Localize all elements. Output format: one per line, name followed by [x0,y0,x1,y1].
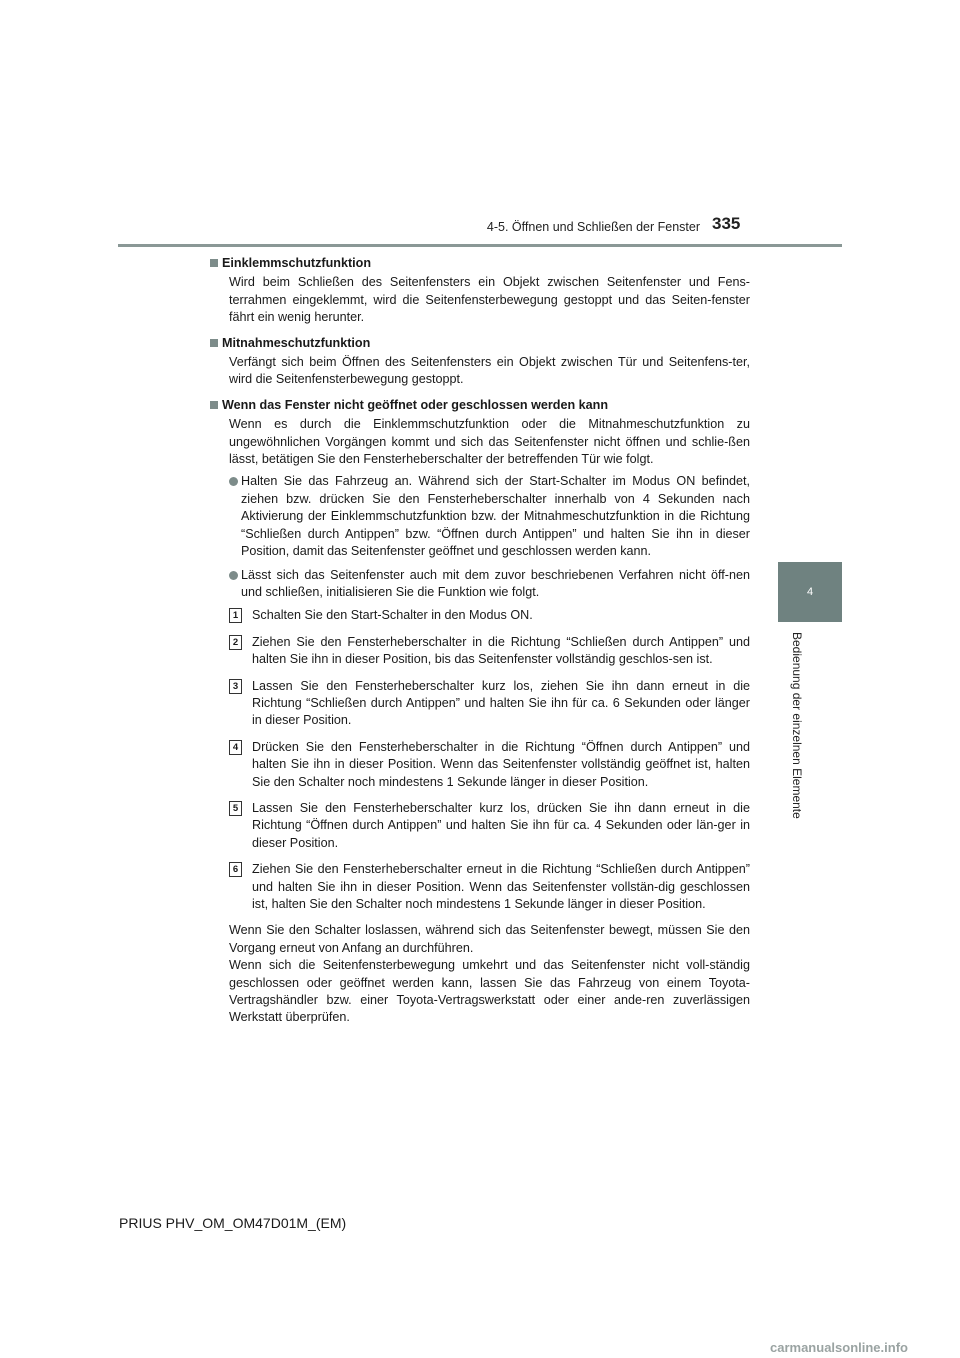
step-item [229,634,750,669]
bullet-item [229,473,750,560]
page-number: 335 [712,214,741,233]
square-bullet-icon [210,401,218,409]
step-text: Schalten Sie den Start-Schalter in den Modus ON. [252,608,533,623]
step-item [229,800,750,852]
main-content [210,255,750,1027]
chapter-tab [778,562,842,622]
step-text: Lassen Sie den Fensterheberschalter kurz los, drücken Sie ihn dann erneut in die Richtung “Öffnen durch Antippen” und halten Sie ihn für ca. 4 Sekunden oder län-ger in dieser Position. [252,800,750,850]
step-text: Lassen Sie den Fensterheberschalter kurz los, ziehen Sie ihn dann erneut in die Richtung “Schließen durch Antippen” und halten Sie ihn für ca. 6 Sekunden oder länger in dieser Position. [252,678,750,728]
step-number: 4 [229,740,242,755]
step-text: Ziehen Sie den Fensterheberschalter erneut in die Richtung “Schließen durch Antippen” und halten Sie ihn in dieser Position. Wenn das Seitenfenster vollstän-dig geschlossen ist, halten Sie den Schalter noch mindestens 1 Sekunde länger in dieser Position. [252,862,750,911]
closing-text: Wenn sich die Seitenfensterbewegung umkehrt und das Seitenfenster nicht voll-ständig geschlossen oder geöffnet werden kann, lassen Sie das Fahrzeug von einem Toyota-Vertragshändler bzw. einer Toyota-Vertragswerkstatt oder einer ande-ren zuverlässigen Werkstatt überprüfen. [229,958,750,1025]
step-number: 3 [229,679,242,694]
watermark: carmanualsonline.info [770,1340,908,1355]
step-text: Ziehen Sie den Fensterheberschalter in die Richtung “Schließen durch Antippen” und halten Sie ihn in dieser Position, bis das Seitenfenster vollständig geschlos-sen ist. [252,634,750,667]
step-number: 1 [229,608,242,623]
step-item [229,607,750,624]
step-number: 2 [229,635,242,650]
section-title: Wenn das Fenster nicht geöffnet oder geschlossen werden kann [222,397,609,412]
square-bullet-icon [210,259,218,267]
closing-note [229,922,750,1026]
step-text: Drücken Sie den Fensterheberschalter in die Richtung “Öffnen durch Antippen” und halten Sie ihn in dieser Position. Wenn das Seitenfenster vollständig geöffnet ist, halten Sie den Schalter noch mindestens 1 Sekunde länger in dieser Position. [252,739,750,789]
bullet-item [229,567,750,602]
bullet-text: Lässt sich das Seitenfenster auch mit dem zuvor beschriebenen Verfahren nicht öff-nen und schließen, initialisieren Sie die Funktion wie folgt. [241,567,750,599]
step-item [229,861,750,913]
section-heading [210,335,750,352]
section-header: 4-5. Öffnen und Schließen der Fenster [486,220,700,234]
document-footer: PRIUS PHV_OM_OM47D01M_(EM) [119,1215,347,1231]
section-text: Wird beim Schließen des Seitenfensters ein Objekt zwischen Seitenfenster und Fens-terrahmen eingeklemmt, wird die Seitenfensterbewegung gestoppt und das Seiten-fenster fährt ein wenig herunter. [229,275,750,325]
section-title: Mitnahmeschutzfunktion [222,335,371,350]
step-item [229,678,750,730]
closing-text: Wenn Sie den Schalter loslassen, während sich das Seitenfenster bewegt, müssen Sie den Vorgang erneut von Anfang an durchführen. [229,923,750,955]
section-heading [210,397,750,414]
section-text: Verfängt sich beim Öffnen des Seitenfensters ein Objekt zwischen Tür und Seitenfens-ter, wird die Seitenfensterbewegung gestoppt. [229,355,750,387]
section-title: Einklemmschutzfunktion [222,256,372,270]
square-bullet-icon [210,339,218,347]
bullet-text: Halten Sie das Fahrzeug an. Während sich der Start-Schalter im Modus ON befindet, ziehen bzw. drücken Sie den Fensterheberschalter innerhalb von 4 Sekunden nach Aktivierung der Einklemmschutzfunktion bzw. der Mitnahmeschutzfunktion in die Richtung “Schließen durch Antippen” bzw. “Öffnen durch Antippen” und halten Sie ihn in dieser Position, damit das Seitenfenster geöffnet und geschlossen werden kann. [241,474,750,559]
step-number: 6 [229,862,242,877]
chapter-title: Bedienung der einzelnen Elemente [790,632,804,819]
step-number: 5 [229,801,242,816]
section-heading [210,255,750,272]
section-text: Wenn es durch die Einklemmschutzfunktion oder die Mitnahmeschutzfunktion zu ungewöhnlichen Vorgängen kommt und sich das Seitenfenster nicht öffnen und schlie-ßen lässt, betätigen Sie den Fensterheberschalter der betreffenden Tür wie folgt. [229,417,750,467]
chapter-number: 4 [806,586,814,598]
step-item [229,739,750,791]
circle-bullet-icon [229,571,238,580]
circle-bullet-icon [229,477,238,486]
header-rule [118,244,842,247]
